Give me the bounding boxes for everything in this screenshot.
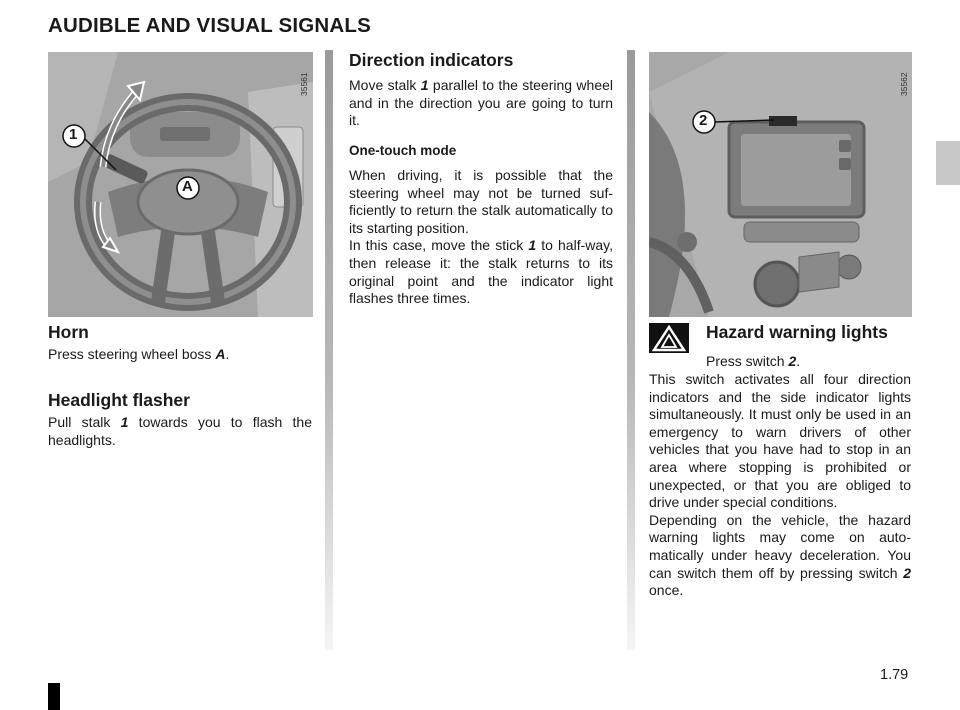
- flasher-ref-1: 1: [120, 414, 129, 430]
- horn-ref-a: A: [215, 346, 226, 362]
- page-edge-mark: [48, 683, 60, 710]
- section-tab: [936, 141, 960, 185]
- callout-1-label: 1: [69, 126, 78, 143]
- column-divider-right: [627, 50, 635, 650]
- onetouch-text-1: When driving, it is possible that the steering wheel may not be turned suf-ficiently to return the stalk automatically to its starting position.: [349, 167, 613, 236]
- onetouch-text-2-end: to half-way, then release it: the stalk returns to its original point and the indicator light flashes three times.: [349, 237, 613, 307]
- hazard-body-1: This switch activates all four direction indicators and the side indicator lights simultaneously. It must only be used in an emergency to warn drivers of other vehicles that you have had to stop in an area where stopping is prohibited or unexpected, or that you are obliged to drive under special conditions.: [649, 371, 911, 511]
- callout-2-label: 2: [699, 112, 708, 129]
- hazard-press-start: Press switch: [706, 353, 789, 369]
- hazard-body-2-end: once.: [649, 582, 684, 599]
- hazard-heading: Hazard warning lights: [706, 322, 888, 342]
- page-number: 1.79: [880, 667, 909, 683]
- horn-text-start: Press steering wheel boss: [48, 346, 216, 362]
- hazard-body-text: [649, 371, 911, 600]
- direction-text: [349, 77, 613, 130]
- dashboard-illustration: [649, 52, 912, 317]
- steering-wheel-drawing: [48, 52, 313, 317]
- onetouch-text-2-start: In this case, move the stick: [349, 237, 529, 254]
- flasher-text: [48, 414, 312, 449]
- onetouch-subheading: One-touch mode: [349, 143, 457, 158]
- hazard-warning-icon: [649, 323, 689, 353]
- onetouch-text: [349, 167, 613, 308]
- hazard-press-end: .: [796, 353, 801, 369]
- hazard-body-ref-2: 2: [903, 564, 911, 581]
- flasher-text-start: Pull stalk: [48, 414, 121, 430]
- direction-text-end: parallel to the steering wheel and in the direction you are going to turn it.: [349, 77, 613, 129]
- hazard-press-text: [706, 353, 911, 371]
- flasher-text-end: towards you to flash the headlights.: [48, 414, 312, 448]
- figure-ref-left: 35561: [299, 72, 309, 96]
- hazard-ref-2: 2: [788, 353, 797, 369]
- figure-ref-right: 35562: [899, 72, 909, 96]
- horn-heading: Horn: [48, 322, 89, 342]
- onetouch-ref-1: 1: [528, 237, 537, 254]
- horn-text-end: .: [225, 346, 230, 362]
- callout-a-label: A: [182, 178, 193, 195]
- direction-text-start: Move stalk: [349, 77, 421, 93]
- dashboard-drawing: [649, 52, 912, 317]
- hazard-body-2-start: Depending on the vehicle, the hazard warning lights may come on auto-matically under heavy deceleration. You can switch them off by pressing switch: [649, 511, 911, 581]
- steering-wheel-illustration: [48, 52, 313, 317]
- horn-text: [48, 346, 312, 364]
- column-divider-left: [325, 50, 333, 650]
- page-title: AUDIBLE AND VISUAL SIGNALS: [48, 14, 371, 37]
- flasher-heading: Headlight flasher: [48, 390, 190, 410]
- direction-ref-1: 1: [420, 77, 429, 93]
- hazard-triangle-icon: [649, 323, 689, 353]
- direction-heading: Direction indicators: [349, 50, 514, 70]
